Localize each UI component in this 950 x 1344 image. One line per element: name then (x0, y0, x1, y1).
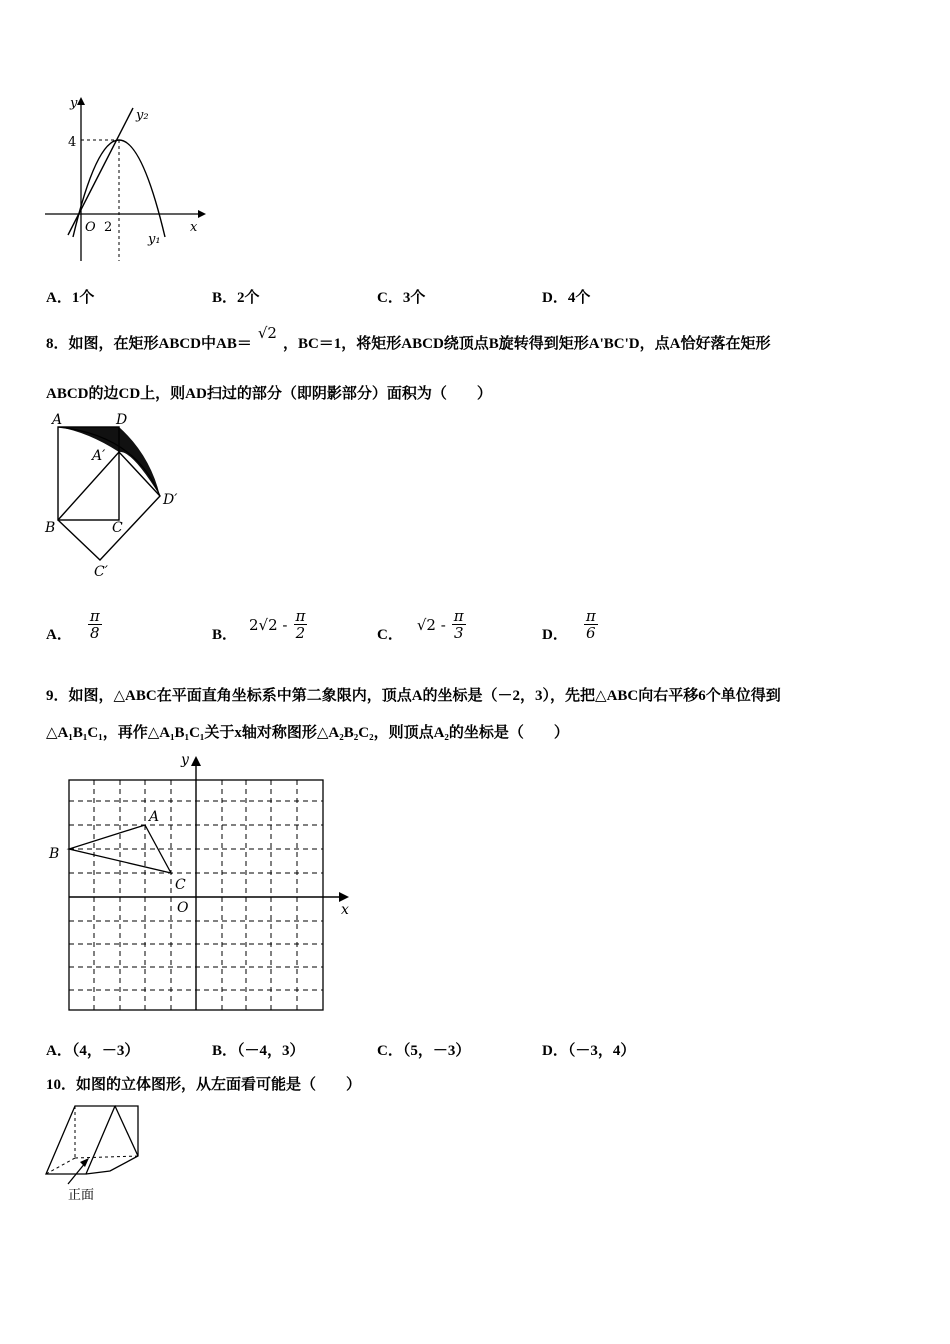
q8-option-a-num: π (89, 607, 100, 625)
q9-label-o: O (177, 900, 189, 916)
q9-label-y: y (181, 752, 189, 768)
q7-option-a[interactable]: A．1个 (46, 290, 95, 306)
q8-sqrt2: √2 (257, 324, 277, 342)
q8-label-c: C (112, 520, 123, 536)
q10-right-edge (115, 1106, 138, 1156)
q9-question-line2: △A₁B₁C₁，再作△A₁B₁C₁关于x轴对称图形△A₂B₂C₂，则顶点A₂的坐标是（ ） (46, 725, 569, 741)
q8-label-c-prime: C′ (94, 564, 108, 580)
q10-figure (40, 1098, 150, 1203)
q8-option-b-frac (294, 608, 308, 641)
q9-label-a: A (149, 809, 160, 825)
q8-question-line1 (46, 324, 771, 353)
q8-line1-post: ，BC＝1，将矩形ABCD绕顶点B旋转得到矩形A'BC'D，点A恰好落在矩形 (282, 336, 771, 352)
q9-x-arrow-icon (339, 892, 349, 902)
q7-origin-label: O (85, 220, 96, 235)
q8-option-d[interactable] (542, 605, 598, 644)
q8-label-a-prime: A′ (92, 448, 106, 464)
q8-label-d-prime: D′ (163, 492, 178, 508)
q8-option-c-label: C． (377, 627, 403, 643)
q8-option-b-pre: 2√2 - (249, 615, 288, 634)
q8-option-d-label: D． (542, 627, 568, 643)
q7-graph (40, 95, 210, 265)
q8-figure (40, 410, 190, 580)
q9-option-a[interactable]: A．（4，－3） (46, 1043, 140, 1059)
q7-option-b[interactable]: B．2个 (212, 290, 260, 306)
q8-line1-pre: 8．如图，在矩形ABCD中AB＝ (46, 336, 252, 352)
q9-option-b[interactable]: B．（－4，3） (212, 1043, 305, 1059)
q8-option-b-den: 2 (295, 624, 306, 642)
q10-arrow-line (68, 1162, 86, 1184)
q7-line-y2 (68, 108, 133, 235)
q10-front-label: 正面 (68, 1188, 95, 1203)
q8-option-c[interactable] (377, 605, 466, 644)
q7-x-label: x (190, 220, 198, 235)
q9-option-d[interactable]: D．（－3，4） (542, 1043, 636, 1059)
q8-label-b: B (45, 520, 56, 536)
q10-arrow-head-icon (80, 1158, 89, 1167)
q8-option-a-label: A． (46, 627, 72, 643)
q9-label-c: C (175, 877, 186, 893)
q8-label-d: D (116, 412, 128, 428)
q8-option-a[interactable] (46, 605, 102, 644)
q8-option-c-den: 3 (453, 624, 464, 642)
q8-option-b-label: B． (212, 627, 238, 643)
q8-shaded-region (58, 427, 160, 496)
q9-y-arrow-icon (191, 756, 201, 766)
q8-option-d-frac (584, 608, 598, 641)
q8-option-c-pre: √2 - (416, 615, 446, 634)
q7-line-label: y₂ (136, 108, 149, 123)
q10-question-line1: 10．如图的立体图形，从左面看可能是（ ） (46, 1077, 362, 1093)
q8-option-b-num: π (295, 607, 306, 625)
q7-x-arrow-icon (198, 210, 206, 218)
q7-y-arrow-icon (77, 97, 85, 105)
q9-label-x: x (341, 902, 349, 918)
q7-y-label: y (70, 96, 78, 111)
q7-option-c[interactable]: C．3个 (377, 290, 426, 306)
q8-option-b[interactable] (212, 605, 307, 644)
q8-option-d-num: π (585, 607, 596, 625)
q8-question-line2: ABCD的边CD上，则AD扫过的部分（即阴影部分）面积为（ ） (46, 386, 492, 402)
q7-tick-x-label: 2 (104, 220, 113, 235)
q10-front-face (46, 1106, 115, 1174)
q7-tick-y-label: 4 (68, 135, 77, 150)
q7-option-d[interactable]: D．4个 (542, 290, 591, 306)
q8-label-a: A (52, 412, 63, 428)
q8-option-c-num: π (453, 607, 464, 625)
q9-label-b: B (49, 846, 60, 862)
q9-option-c[interactable]: C．（5，－3） (377, 1043, 471, 1059)
q10-hidden-edge-2 (75, 1156, 138, 1158)
q8-option-a-den: 8 (90, 624, 100, 642)
q7-curve-label: y₁ (148, 232, 161, 247)
q9-figure (45, 752, 355, 1017)
q9-question-line1: 9．如图，△ABC在平面直角坐标系中第二象限内，顶点A的坐标是（－2，3），先把△ABC向右平移6个单位得到 (46, 688, 781, 704)
q8-option-a-frac (88, 608, 102, 641)
q8-option-c-frac (452, 608, 466, 641)
q10-hidden-edge-3 (46, 1158, 75, 1174)
q8-option-d-den: 6 (586, 624, 596, 642)
